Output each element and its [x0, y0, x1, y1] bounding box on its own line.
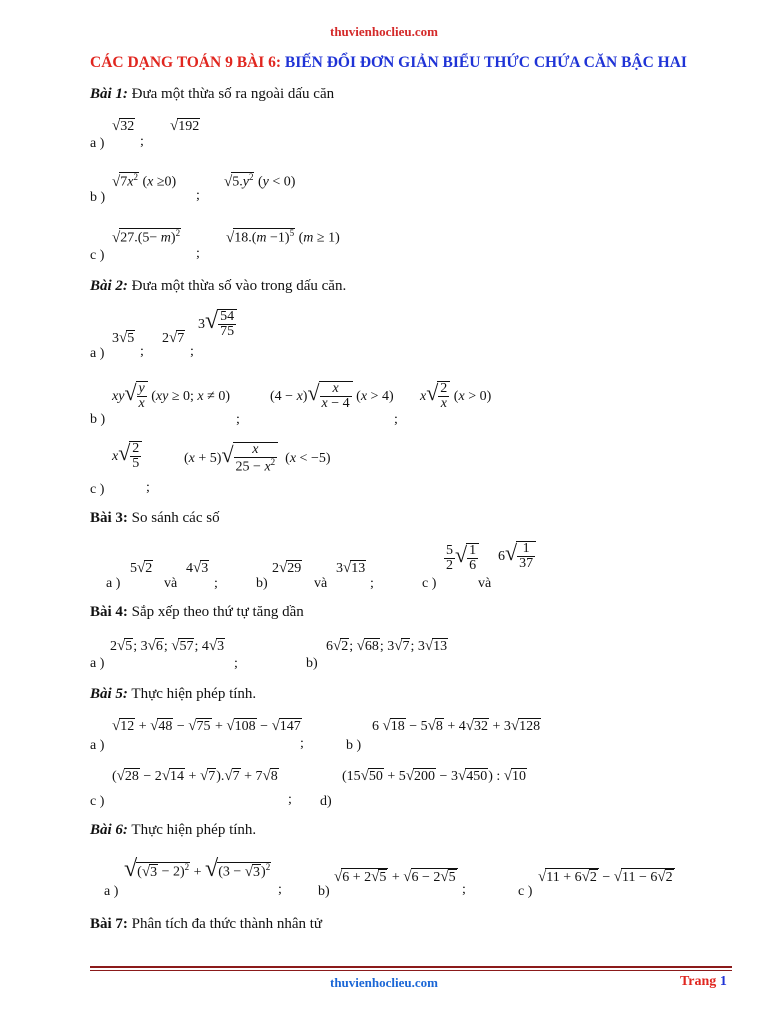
- math-expr: 5√2: [130, 560, 153, 576]
- math-expr: 6√ $\frac{1}{37}$: [498, 540, 536, 571]
- math-expr: √32: [112, 118, 135, 134]
- math-expr: 2√5; 3√6; √57; 4√3: [110, 638, 225, 654]
- separator: ;: [288, 792, 292, 807]
- exercise-4-label: Bài 4:: [90, 604, 128, 620]
- separator: ;: [140, 344, 144, 359]
- math-expr: $\frac{5}{2}$ √ $\frac{1}{6}$: [444, 542, 479, 573]
- exercise-3-heading: [90, 510, 220, 527]
- math-expr: (√28 − 2√14 + √7).√7 + 7√8: [112, 768, 278, 784]
- math-expr: 3√13: [336, 560, 366, 576]
- item-label-a: a ): [90, 738, 105, 753]
- exercise-7-label: Bài 7:: [90, 916, 128, 932]
- separator: ;: [196, 246, 200, 261]
- item-label-a: a ): [106, 576, 121, 591]
- math-expr: xy√ $\frac{y}{x}$ (xy ≥ 0; x ≠ 0): [112, 380, 230, 412]
- page-word: Trang: [680, 974, 720, 989]
- exercise-5-text: Thực hiện phép tính.: [127, 686, 257, 702]
- separator: ;: [236, 412, 240, 427]
- item-label-a: a ): [90, 346, 105, 361]
- item-label-c: c ): [90, 794, 105, 809]
- conjunction-va: và: [164, 576, 178, 591]
- footer-site-link[interactable]: thuvienhoclieu.com: [330, 975, 438, 990]
- conjunction-va: và: [478, 576, 492, 591]
- exercise-4-text: Sắp xếp theo thứ tự tăng dần: [127, 604, 304, 620]
- exercise-2-heading: [90, 278, 346, 295]
- exercise-1-label: Bài 1:: [90, 86, 128, 102]
- exercise-2-label: Bài 2:: [90, 278, 128, 294]
- page-num: 1: [719, 974, 727, 989]
- item-label-a: a ): [90, 656, 105, 671]
- math-expr: √11 + 6√2 − √11 − 6√2: [538, 869, 673, 885]
- exercise-5-heading: [90, 686, 256, 703]
- item-label-c: c ): [518, 884, 533, 899]
- header-site-link[interactable]: thuvienhoclieu.com: [330, 24, 438, 39]
- item-label-b: b ): [90, 190, 106, 205]
- item-label-b: b): [256, 576, 268, 591]
- math-expr: √192: [170, 118, 200, 134]
- math-expr: x√ $\frac{2}{x}$ (x > 0): [420, 380, 492, 412]
- item-label-b: b): [306, 656, 318, 671]
- separator: ;: [190, 344, 194, 359]
- exercise-7-text: Phân tích đa thức thành nhân tử: [127, 916, 323, 932]
- separator: ;: [278, 882, 282, 897]
- math-expr: (x + 5)√ $\frac{x}{25 - x^2}$ (x < −5): [184, 442, 331, 475]
- math-expr: $√5.y^2$ (y < 0): [224, 172, 296, 190]
- math-expr: x√ $\frac{2}{5}$: [112, 440, 142, 471]
- math-expr: (4 − x)√ $\frac{x}{x - 4}$ (x > 4): [270, 380, 394, 412]
- math-expr: 6 √18 − 5√8 + 4√32 + 3√128: [372, 718, 541, 734]
- page-number: [680, 974, 727, 990]
- exercise-5-label: Bài 5:: [90, 686, 128, 702]
- separator: ;: [370, 576, 374, 591]
- separator: ;: [146, 480, 150, 495]
- exercise-4-heading: [90, 604, 304, 621]
- math-expr: 3√5: [112, 330, 135, 346]
- separator: ;: [214, 576, 218, 591]
- exercise-6-text: Thực hiện phép tính.: [127, 822, 257, 838]
- exercise-3-text: So sánh các số: [127, 510, 220, 526]
- exercise-1-text: Đưa một thừa số ra ngoài dấu căn: [127, 86, 335, 102]
- item-label-b: b ): [90, 412, 106, 427]
- math-expr: 2√29: [272, 560, 302, 576]
- separator: ;: [234, 656, 238, 671]
- exercise-7-heading: [90, 916, 322, 933]
- item-label-d: d): [320, 794, 332, 809]
- conjunction-va: và: [314, 576, 328, 591]
- item-label-a: a ): [104, 884, 119, 899]
- math-expr: √12 + √48 − √75 + √108 − √147: [112, 718, 301, 734]
- exercise-3-label: Bài 3:: [90, 510, 128, 526]
- separator: ;: [462, 882, 466, 897]
- document-title: [90, 54, 687, 72]
- math-expr: 4√3: [186, 560, 209, 576]
- separator: ;: [300, 736, 304, 751]
- math-expr: √6 + 2√5 + √6 − 2√5: [334, 869, 456, 885]
- exercise-6-heading: [90, 822, 256, 839]
- separator: ;: [394, 412, 398, 427]
- math-expr: 2√7: [162, 330, 185, 346]
- math-expr: $√18.(m -1)^5$ (m ≥ 1): [226, 228, 340, 246]
- math-expr: $√(√3 - 2)^2 + √(3 - √3)^2$: [124, 856, 271, 882]
- item-label-c: c ): [422, 576, 437, 591]
- exercise-1-heading: [90, 86, 334, 103]
- exercise-6-label: Bài 6:: [90, 822, 128, 838]
- item-label-a: a ): [90, 136, 105, 151]
- exercise-2-text: Đưa một thừa số vào trong dấu căn.: [127, 278, 347, 294]
- math-expr: 6√2; √68; 3√7; 3√13: [326, 638, 448, 654]
- math-expr: 3√ $\frac{54}{75}$: [198, 308, 237, 339]
- separator: ;: [140, 134, 144, 149]
- item-label-c: c ): [90, 482, 105, 497]
- item-label-b: b): [318, 884, 330, 899]
- math-expr: $√7x^2$ (x ≥0): [112, 172, 177, 190]
- title-prefix: CÁC DẠNG TOÁN 9 BÀI 6:: [90, 54, 285, 71]
- title-main: BIẾN ĐỔI ĐƠN GIẢN BIỂU THỨC CHỨA CĂN BẬC HAI: [284, 54, 687, 71]
- item-label-c: c ): [90, 248, 105, 263]
- item-label-b: b ): [346, 738, 362, 753]
- math-expr: (15√50 + 5√200 − 3√450) : √10: [342, 768, 526, 784]
- math-expr: $√27.(5- m)^2$: [112, 228, 181, 246]
- footer-divider: [90, 966, 732, 968]
- footer-divider-thin: [90, 970, 732, 971]
- separator: ;: [196, 188, 200, 203]
